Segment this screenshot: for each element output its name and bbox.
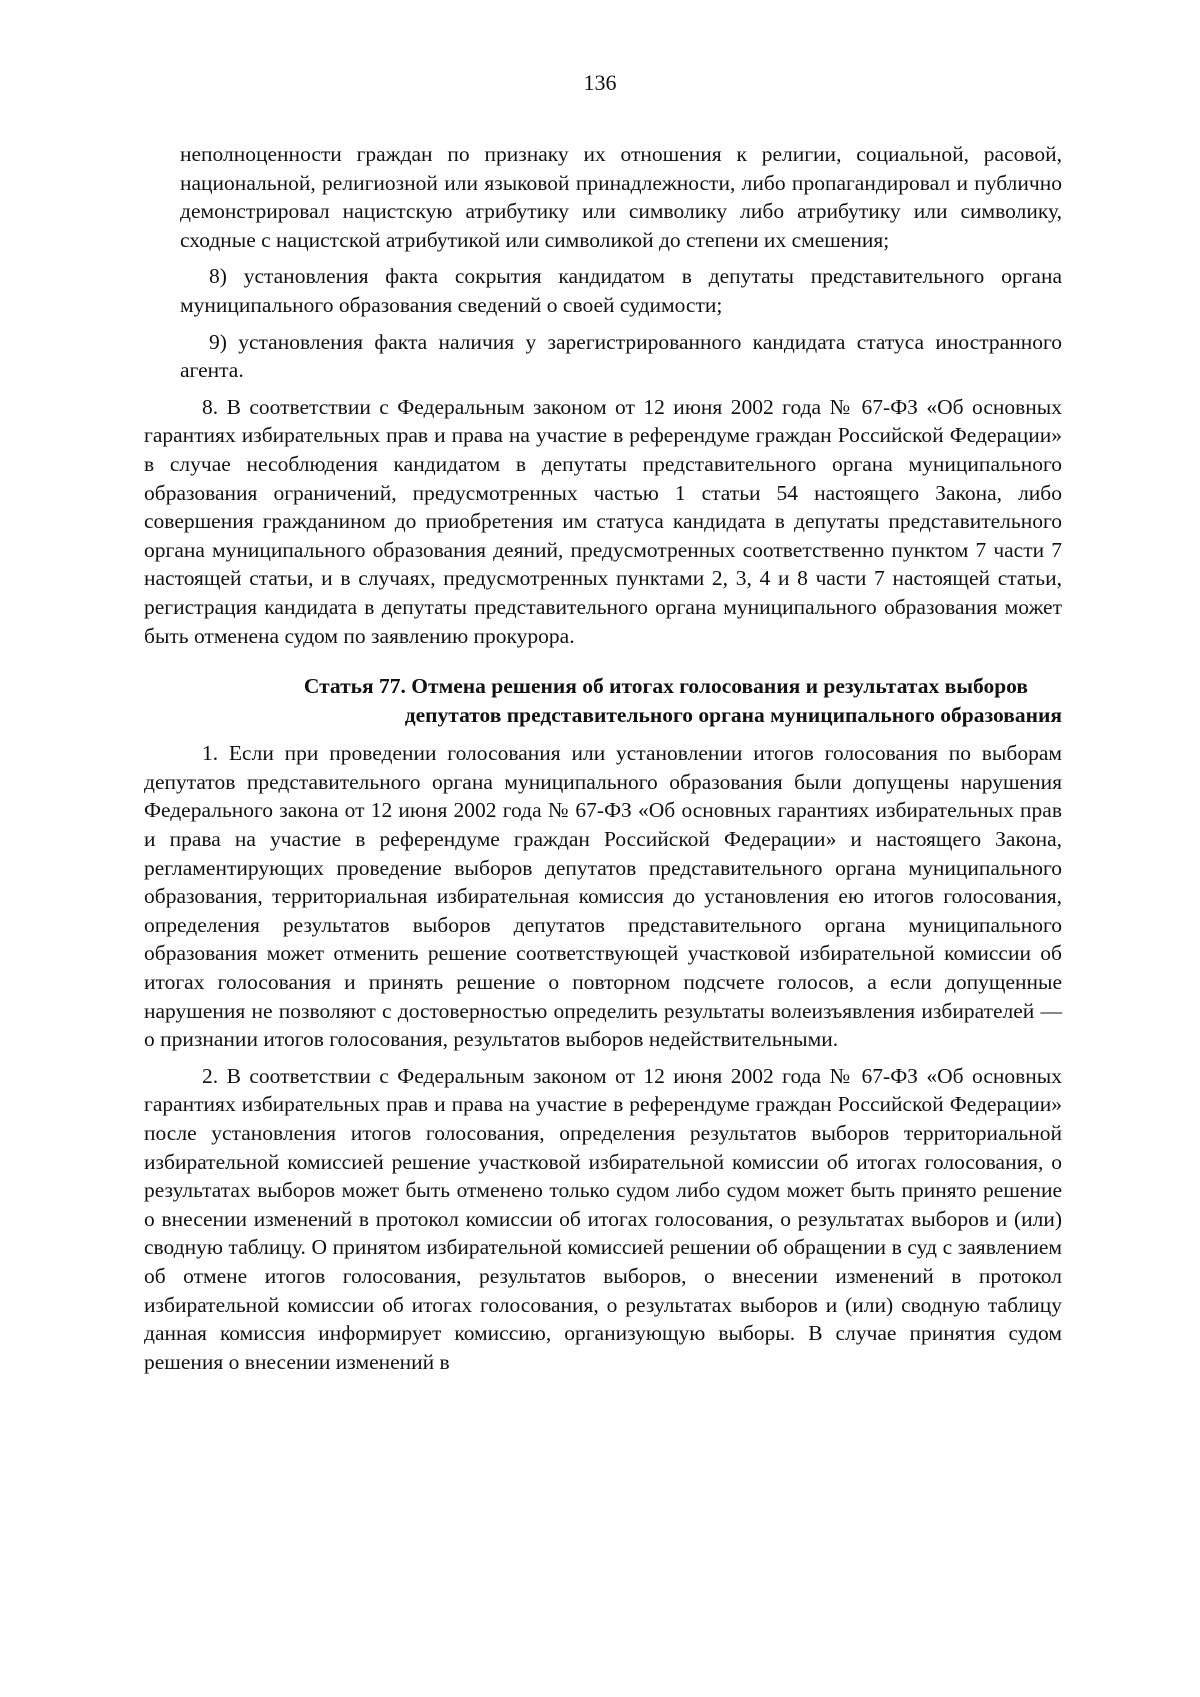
paragraph-item-8: 8) установления факта сокрытия кандидатом в депутаты представительного органа муниципального образования сведений о своей судимости;: [180, 264, 1062, 317]
article-heading-line-2: депутатов представительного органа муниципального образования: [404, 702, 1062, 727]
paragraph-part-8: 8. В соответствии с Федеральным законом от 12 июня 2002 года № 67-ФЗ «Об основных гарантиях избирательных прав и права на участие в референдуме граждан Российской Федерации» в случае несоблюдения кандидатом в депутаты представительного органа муниципального образования ограничений, предусмотренных частью 1 статьи 54 настоящего Закона, либо совершения гражданином до приобретения им статуса кандидата в депутаты представительного органа муниципального образования деяний, предусмотренных соответственно пунктом 7 части 7 настоящей статьи, и в случаях, предусмотренных пунктами 2, 3, 4 и 8 части 7 настоящей статьи, регистрация кандидата в депутаты представительного органа муниципального образования может быть отменена судом по заявлению прокурора.: [144, 394, 1062, 648]
article-heading: [144, 672, 1062, 729]
document-body: [144, 140, 1062, 1384]
article-paragraph-2: 2. В соответствии с Федеральным законом от 12 июня 2002 года № 67-ФЗ «Об основных гарантиях избирательных прав и права на участие в референдуме граждан Российской Федерации» после установления итогов голосования, определения результатов выборов территориальной избирательной комиссией решение участковой избирательной комиссии об итогах голосования, о результатах выборов может быть отменено только судом либо судом может быть принято решение о внесении изменений в протокол комиссии об итогах голосования, о результатах выборов и (или) сводную таблицу. О принятом избирательной комиссией решении об обращении в суд с заявлением об отмене итогов голосования, результатов выборов, о внесении изменений в протокол избирательной комиссии об итогах голосования, о результатах выборов и (или) сводную таблицу данная комиссия информирует комиссию, организующую выборы. В случае принятия судом решения о внесении изменений в: [144, 1063, 1062, 1374]
article-heading-line-1: Статья 77. Отмена решения об итогах голосования и результатах выборов: [303, 674, 1028, 699]
page-number: 136: [583, 70, 617, 95]
article-paragraph-1: 1. Если при проведении голосования или установлении итогов голосования по выборам депутатов представительного органа муниципального образования были допущены нарушения Федерального закона от 12 июня 2002 года № 67-ФЗ «Об основных гарантиях избирательных прав и права на участие в референдуме граждан Российской Федерации» и настоящего Закона, регламентирующих проведение выборов депутатов представительного органа муниципального образования, территориальная избирательная комиссия до установления ею итогов голосования, определения результатов выборов депутатов представительного органа муниципального образования может отменить решение соответствующей участковой избирательной комиссии об итогах голосования и принять решение о повторном подсчете голосов, а если допущенные нарушения не позволяют с достоверностью определить результаты волеизъявления избирателей — о признании итогов голосования, результатов выборов недействительными.: [144, 741, 1062, 1052]
paragraph-continuation: неполноценности граждан по признаку их отношения к религии, социальной, расовой, национальной, религиозной или языковой принадлежности, либо пропагандировал и публично демонстрировал нацистскую атрибутику или символику либо атрибутику или символику, сходные с нацистской атрибутикой или символикой до степени их смешения;: [180, 142, 1062, 252]
paragraph-item-9: 9) установления факта наличия у зарегистрированного кандидата статуса иностранного агента.: [180, 329, 1062, 383]
